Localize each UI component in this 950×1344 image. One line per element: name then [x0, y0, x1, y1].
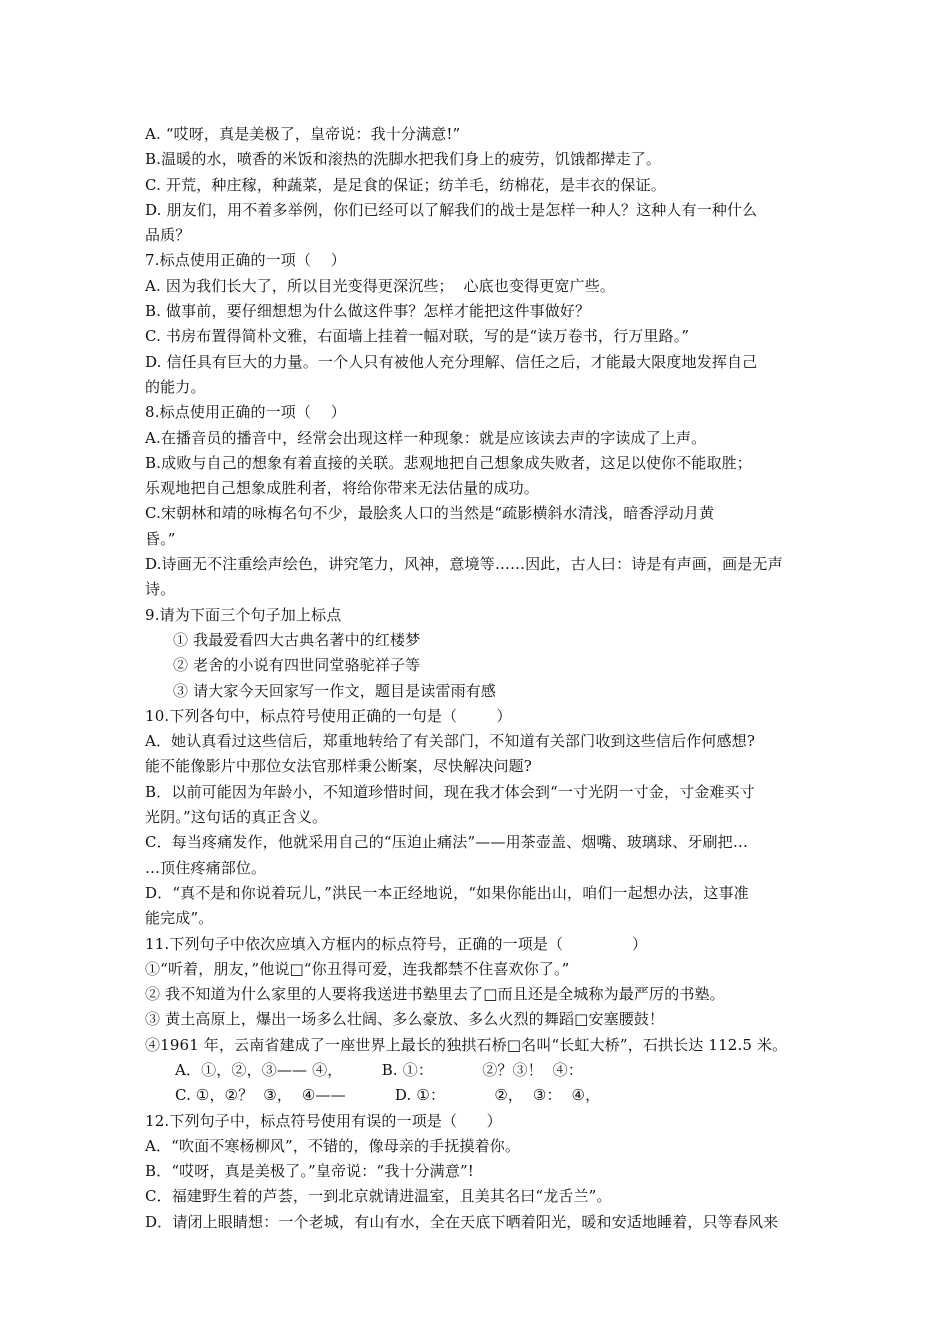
- text-line: D.诗画无不注重绘声绘色，讲究笔力，风神，意境等……因此，古人曰：诗是有声画，画是无声: [145, 555, 783, 574]
- text-line: 品质？: [145, 226, 191, 245]
- text-line: ①“听着，朋友，”他说□“你丑得可爱，连我都禁不住喜欢你了。”: [145, 959, 570, 978]
- text-line: 诗。: [145, 580, 176, 599]
- text-line: D．“真不是和你说着玩儿，”洪民一本正经地说，“如果你能出山，咱们一起想办法，这事准: [145, 883, 749, 902]
- text-line: C. 开荒，种庄稼，种蔬菜，是足食的保证；纺羊毛，纺棉花，是丰衣的保证。: [145, 175, 666, 194]
- text-line: 7.标点使用正确的一项（ ）: [145, 251, 346, 270]
- text-line: ② 老舍的小说有四世同堂骆驼祥子等: [173, 656, 421, 675]
- text-line: 能不能像影片中那位女法官那样秉公断案，尽快解决问题?: [145, 757, 532, 776]
- text-line: A．“吹面不寒杨柳风”，不错的，像母亲的手抚摸着你。: [145, 1136, 521, 1155]
- text-line: D. 信任具有巨大的力量。一个人只有被他人充分理解、信任之后，才能最大限度地发挥自己: [145, 352, 758, 371]
- text-line: 8.标点使用正确的一项（ ）: [145, 403, 346, 422]
- text-line: 9.请为下面三个句子加上标点: [145, 605, 342, 624]
- text-line: ① 我最爱看四大古典名著中的红楼梦: [173, 630, 421, 649]
- text-line: ② 我不知道为什么家里的人要将我送进书塾里去了□而且还是全城称为最严厉的书塾。: [145, 985, 725, 1004]
- text-line: C．福建野生着的芦荟，一到北京就请进温室，且美其名曰“龙舌兰”。: [145, 1187, 612, 1206]
- text-line: 11.下列句子中依次应填入方框内的标点符号，正确的一项是（ ）: [145, 934, 648, 953]
- text-line: A. “哎呀，真是美极了，皇帝说：我十分满意!”: [145, 125, 461, 143]
- text-line: B. 做事前，要仔细想想为什么做这件事？怎样才能把这件事做好？: [145, 302, 591, 321]
- text-line: ③ 黄土高原上，爆出一场多么壮阔、多么豪放、多么火烈的舞蹈□安塞腰鼓！: [145, 1010, 665, 1029]
- text-line: B．以前可能因为年龄小，不知道珍惜时间，现在我才体会到“一寸光阴一寸金，寸金难买寸: [145, 782, 755, 801]
- text-line: A. 因为我们长大了，所以目光变得更深沉些； 心底也变得更宽广些。: [145, 276, 616, 295]
- text-line: B.温暖的水，喷香的米饭和滚热的洗脚水把我们身上的疲劳，饥饿都撵走了。: [145, 150, 662, 169]
- text-line: A．她认真看过这些信后，郑重地转给了有关部门，不知道有关部门收到这些信后作何感想?: [145, 732, 756, 751]
- text-line: A．①，②，③—— ④， B. ①： ②？③！ ④：: [175, 1060, 583, 1079]
- text-line: 昏。”: [145, 529, 176, 548]
- text-line: D. 朋友们，用不着多举例，你们已经可以了解我们的战士是怎样一种人？这种人有一种什么: [145, 200, 758, 219]
- text-line: 能完成”。: [145, 909, 214, 928]
- text-line: A.在播音员的播音中，经常会出现这样一种现象：就是应该读去声的字读成了上声。: [145, 428, 707, 447]
- document-page: [145, 122, 825, 1235]
- text-line: ③ 请大家今天回家写一作文，题目是读雷雨有感: [173, 681, 497, 700]
- text-line: ④1961 年，云南省建成了一座世界上最长的独拱石桥□名叫“长虹大桥”，石拱长达 112.5 米。: [145, 1035, 788, 1054]
- text-line: 12.下列句子中，标点符号使用有误的一项是（ ）: [145, 1111, 502, 1130]
- text-line: C．每当疼痛发作，他就采用自己的“压迫止痛法”——用茶壶盖、烟嘴、玻璃球、牙刷把…: [145, 833, 748, 852]
- text-line: B.成败与自己的想象有着直接的关联。悲观地把自己想象成失败者，这足以使你不能取胜；: [145, 453, 752, 472]
- text-line: 10.下列各句中，标点符号使用正确的一句是（ ）: [145, 706, 512, 725]
- text-line: …顶住疼痛部位。: [145, 858, 267, 877]
- text-line: 光阴。”这句话的真正含义。: [145, 808, 328, 827]
- text-line: B．“哎呀，真是美极了。”皇帝说：“我十分满意”!: [145, 1162, 474, 1181]
- text-line: C.宋朝林和靖的咏梅名句不少，最脍炙人口的当然是“疏影横斜水清浅，暗香浮动月黄: [145, 504, 715, 523]
- text-line: C. 书房布置得简朴文雅，右面墙上挂着一幅对联，写的是“读万卷书，行万里路。”: [145, 327, 690, 346]
- text-line: C. ①，②？ ③， ④—— D. ①： ②， ③： ④，: [175, 1086, 601, 1105]
- text-line: D．请闭上眼睛想：一个老城，有山有水，全在天底下晒着阳光，暖和安适地睡着，只等春风来: [145, 1212, 779, 1231]
- text-line: 乐观地把自己想象成胜利者，将给你带来无法估量的成功。: [145, 479, 539, 498]
- text-line: 的能力。: [145, 377, 206, 396]
